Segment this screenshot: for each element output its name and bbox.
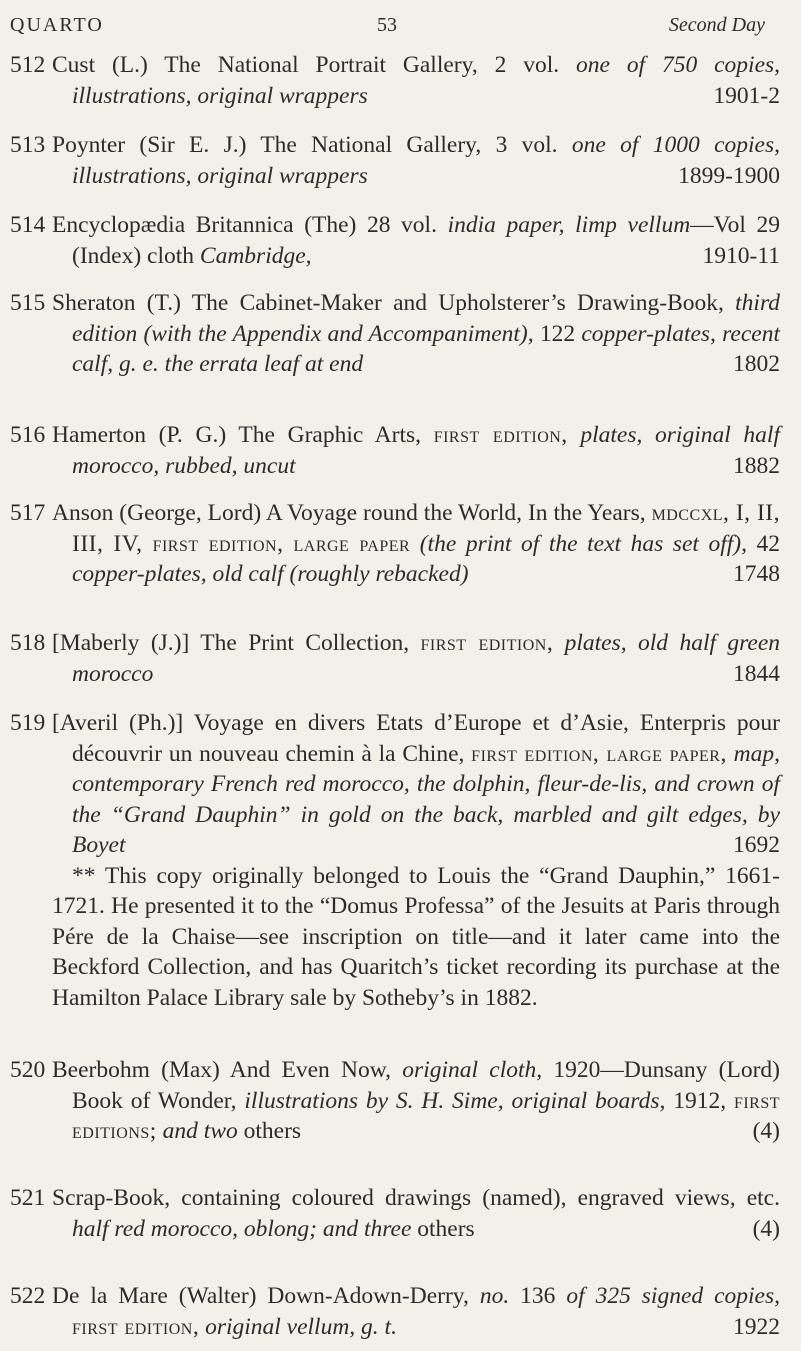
lot-text: Scrap-Book, containing coloured drawings (named), engraved views, etc. half red morocco, oblong; and three others (4) bbox=[52, 1183, 780, 1244]
note-asterisks: ** bbox=[72, 862, 96, 889]
lot-text: Cust (L.) The National Portrait Gallery, 2 vol. one of 750 copies, illustrations, original wrappers 1901-2 bbox=[52, 50, 780, 111]
lot-count: (4) bbox=[752, 1215, 780, 1242]
lot-text: Sheraton (T.) The Cabinet-Maker and Upholsterer’s Drawing-Book, third edition (with the Appendix and Accompaniment), 122 copper-plates, recent calf, g. e. the errata leaf at end 1802 bbox=[52, 288, 780, 380]
lot-text: Poynter (Sir E. J.) The National Gallery, 3 vol. one of 1000 copies, illustrations, original wrappers 1899-1900 bbox=[52, 130, 780, 191]
lot-year: 1748 bbox=[733, 561, 780, 587]
lot-515 bbox=[10, 288, 780, 380]
lot-year: 1882 bbox=[733, 452, 780, 479]
lot-year: 1899-1900 bbox=[678, 162, 780, 189]
page-number: 53 bbox=[377, 14, 397, 36]
lot-year: 1910-11 bbox=[702, 242, 780, 269]
page-header bbox=[0, 14, 801, 40]
lot-520 bbox=[10, 1055, 780, 1147]
lot-number: 521 bbox=[10, 1185, 46, 1211]
lot-number: 522 bbox=[10, 1283, 46, 1309]
lot-number: 512 bbox=[10, 52, 46, 78]
lot-513 bbox=[10, 130, 780, 191]
lot-number: 519 bbox=[10, 710, 46, 736]
lot-number: 515 bbox=[10, 290, 46, 316]
lot-518 bbox=[10, 628, 780, 689]
lot-text: Anson (George, Lord) A Voyage round the World, In the Years, mdccxl, I, II, III, IV, first edition, large paper (the print of the text has set off), 42 copper-plates, old calf (roughly rebacked) 1748 bbox=[52, 498, 780, 590]
lot-text: Hamerton (P. G.) The Graphic Arts, first edition, plates, original half morocco, rubbed, uncut 1882 bbox=[52, 420, 780, 481]
lot-516 bbox=[10, 420, 780, 481]
lot-517 bbox=[10, 498, 780, 590]
lot-year: 1901-2 bbox=[713, 82, 780, 109]
header-format: QUARTO bbox=[10, 14, 104, 36]
lot-text: Encyclopædia Britannica (The) 28 vol. india paper, limp vellum—Vol 29 (Index) cloth Cambridge, 1910-11 bbox=[52, 210, 780, 271]
lot-year: 1844 bbox=[733, 660, 780, 687]
lot-text: [Averil (Ph.)] Voyage en divers Etats d’Europe et d’Asie, Enterpris pour découvrir un nouveau chemin à la Chine, first edition, large paper, map, contemporary French red morocco, the dolphin, fleur-de-lis, and crown of the “Grand Dauphin” in gold on the back, marbled and gilt edges, by Boyet 1692 bbox=[52, 708, 780, 861]
lot-year: 1922 bbox=[733, 1313, 780, 1340]
lot-number: 516 bbox=[10, 422, 46, 448]
lot-year: 1692 bbox=[733, 832, 780, 858]
lot-521 bbox=[10, 1183, 780, 1244]
lot-514 bbox=[10, 210, 780, 271]
lot-512 bbox=[10, 50, 780, 111]
lot-number: 514 bbox=[10, 212, 46, 238]
lot-text: Beerbohm (Max) And Even Now, original cloth, 1920—Dunsany (Lord) Book of Wonder, illustrations by S. H. Sime, original boards, 1912, first editions; and two others (4) bbox=[52, 1055, 780, 1147]
lot-note: ** This copy originally belonged to Louis the “Grand Dauphin,” 1661-1721. He presented it to the “Domus Professa” of the Jesuits at Paris through Pére de la Chaise—see inscription on title—and it later came into the Beckford Collection, and has Quaritch’s ticket recording its purchase at the Hamilton Palace Library sale by Sotheby’s in 1882. bbox=[52, 862, 780, 1011]
lot-count: (4) bbox=[752, 1118, 780, 1144]
lot-text: [Maberly (J.)] The Print Collection, first edition, plates, old half green morocco 1844 bbox=[52, 628, 780, 689]
lot-519 bbox=[10, 708, 780, 1013]
lot-number: 520 bbox=[10, 1057, 46, 1083]
lot-text: De la Mare (Walter) Down-Adown-Derry, no. 136 of 325 signed copies, first edition, original vellum, g. t. 1922 bbox=[52, 1281, 780, 1342]
header-day: Second Day bbox=[668, 14, 765, 36]
lot-number: 518 bbox=[10, 630, 46, 656]
lot-522 bbox=[10, 1281, 780, 1342]
lot-number: 517 bbox=[10, 500, 46, 526]
lot-number: 513 bbox=[10, 132, 46, 158]
lot-year: 1802 bbox=[733, 351, 780, 377]
